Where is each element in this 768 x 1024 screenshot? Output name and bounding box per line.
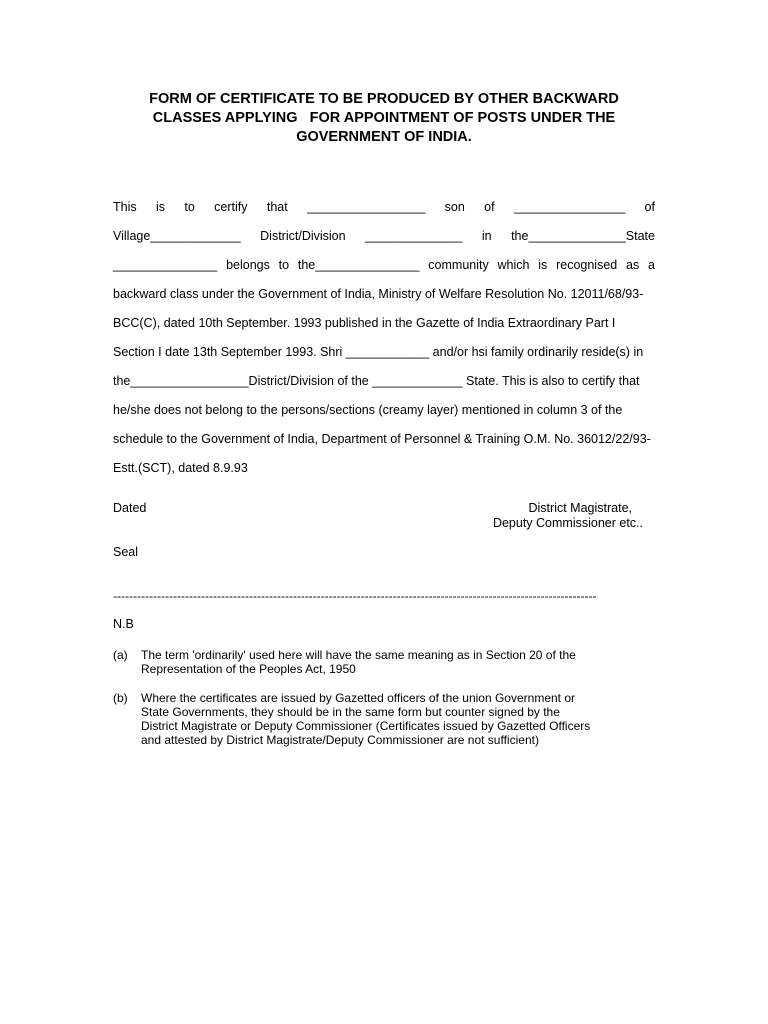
body-line-10: Estt.(SCT), dated 8.9.93 xyxy=(113,461,248,475)
certificate-body xyxy=(113,197,655,487)
village-blank: Village_____________ xyxy=(113,229,241,243)
body-line-8: he/she does not belong to the persons/sections (creamy layer) mentioned in column 3 of the xyxy=(113,403,623,417)
word: District/Division xyxy=(260,229,346,243)
word: recognised xyxy=(556,258,618,272)
word: to xyxy=(184,200,195,214)
title-line-2: CLASSES APPLYING FOR APPOINTMENT OF POSTS UNDER THE xyxy=(152,110,616,126)
form-title xyxy=(100,90,668,147)
note-b-text xyxy=(141,691,655,747)
state-name-blank: _______________ xyxy=(113,258,218,272)
note-b xyxy=(113,691,655,747)
dated-label: Dated xyxy=(113,501,147,515)
note-a-label: (a) xyxy=(113,648,128,662)
word: son xyxy=(444,200,465,214)
divider-line: ------------------------------------------------------------------------------------------------------------------------- xyxy=(113,589,597,603)
word: is xyxy=(155,200,166,214)
note-a-line-2: Representation of the Peoples Act, 1950 xyxy=(141,662,356,676)
word: community xyxy=(428,258,489,272)
signatory-line-1: District Magistrate, xyxy=(528,501,632,515)
note-b-line-4: and attested by District Magistrate/Deputy Commissioner are not sufficient) xyxy=(141,733,539,747)
body-line-2 xyxy=(113,226,655,255)
community-blank: the_______________ xyxy=(297,258,420,272)
district-blank: ______________ xyxy=(365,229,463,243)
word: in xyxy=(481,229,492,243)
note-a-text xyxy=(141,648,655,676)
body-line-5: BCC(C), dated 10th September. 1993 published in the Gazette of India Extraordinary Part I xyxy=(113,316,616,330)
body-line-9: schedule to the Government of India, Department of Personnel & Training O.M. No. 36012/22/93- xyxy=(113,432,651,446)
note-b-line-2: State Governments, they should be in the same form but counter signed by the xyxy=(141,705,560,719)
body-line-6: Section I date 13th September 1993. Shri ____________ and/or hsi family ordinarily reside(s) in xyxy=(113,345,644,359)
word: as xyxy=(626,258,640,272)
word: certify xyxy=(214,200,248,214)
word: belongs xyxy=(226,258,270,272)
note-a-line-1: The term 'ordinarily' used here will have the same meaning as in Section 20 of the xyxy=(141,648,576,662)
note-b-line-1: Where the certificates are issued by Gazetted officers of the union Government or xyxy=(141,691,575,705)
note-b-line-3: District Magistrate or Deputy Commissioner (Certificates issued by Gazetted Officers xyxy=(141,719,591,733)
name-blank: _________________ xyxy=(307,200,426,214)
state-blank: the______________State xyxy=(511,229,655,243)
word: a xyxy=(648,258,655,272)
note-a xyxy=(113,648,655,676)
father-name-blank: ________________ xyxy=(513,200,626,214)
body-line-3 xyxy=(113,255,655,284)
word: that xyxy=(266,200,288,214)
title-line-1: FORM OF CERTIFICATE TO BE PRODUCED BY OTHER BACKWARD xyxy=(149,91,619,107)
seal-label: Seal xyxy=(113,545,139,559)
body-line-7: the_________________District/Division of the _____________ State. This is also to certify that xyxy=(113,374,640,388)
word: This xyxy=(113,200,137,214)
word: which xyxy=(497,258,530,272)
word: is xyxy=(538,258,548,272)
body-line-4: backward class under the Government of India, Ministry of Welfare Resolution No. 12011/68/93- xyxy=(113,287,644,301)
nb-label: N.B xyxy=(113,617,134,631)
signatory-line-2: Deputy Commissioner etc.. xyxy=(492,516,643,530)
word: to xyxy=(278,258,290,272)
word: of xyxy=(644,200,655,214)
body-line-1 xyxy=(113,197,655,226)
title-line-3: GOVERNMENT OF INDIA. xyxy=(296,129,472,145)
note-b-label: (b) xyxy=(113,691,128,705)
word: of xyxy=(484,200,495,214)
signatory xyxy=(493,501,643,531)
